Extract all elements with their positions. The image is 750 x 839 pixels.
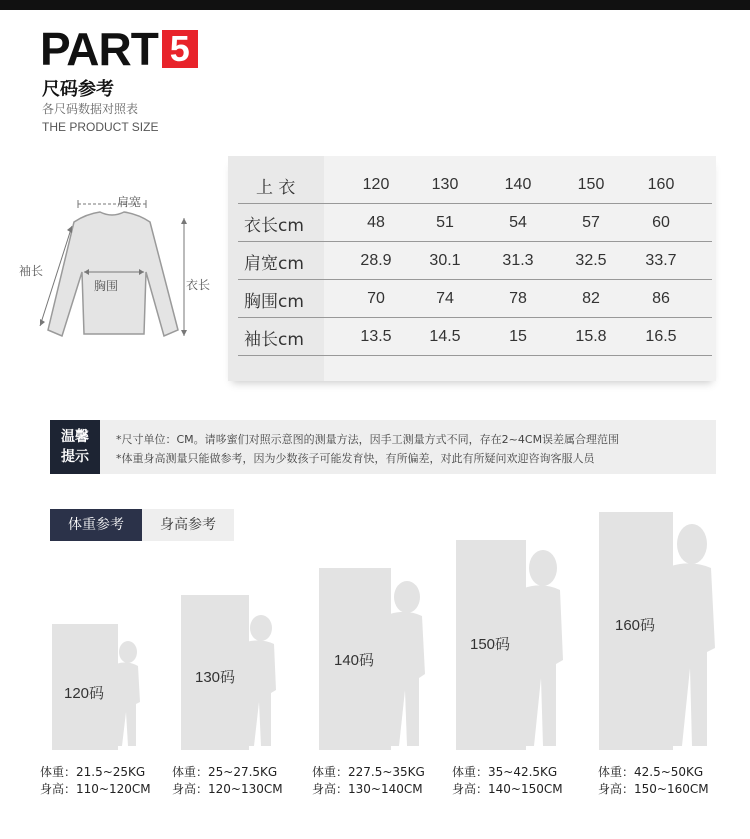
height-range: 身高：120~130CM	[172, 782, 283, 796]
height-range: 身高：150~160CM	[598, 782, 709, 796]
child-silhouette-icon	[516, 548, 566, 750]
tips-badge: 温馨 提示	[50, 420, 100, 474]
table-cell: 48	[367, 214, 385, 231]
table-cell: 14.5	[429, 328, 461, 345]
table-cell: 33.7	[645, 252, 677, 269]
child-silhouette-icon	[110, 640, 142, 750]
top-bar	[0, 0, 750, 10]
table-cell: 15	[509, 328, 527, 345]
tab-height-reference[interactable]: 身高参考	[142, 509, 234, 541]
child-silhouette-icon	[240, 614, 278, 750]
section-title: 尺码参考	[42, 79, 114, 100]
tips-box	[50, 420, 716, 474]
section-subtitle: 各尺码数据对照表	[42, 102, 139, 116]
size-label: 160码	[615, 617, 656, 634]
table-header-row	[228, 166, 716, 204]
length-label: 衣长	[186, 278, 211, 292]
table-cell: 82	[582, 290, 600, 307]
size-header: 160	[647, 176, 675, 193]
part-title	[40, 23, 198, 75]
shirt-icon	[14, 188, 226, 348]
height-range: 身高：110~120CM	[40, 782, 151, 796]
weight-range: 体重：42.5~50KG	[598, 765, 704, 779]
table-cell: 86	[652, 290, 670, 307]
table-row	[228, 280, 716, 318]
table-row	[228, 242, 716, 280]
garment-diagram	[14, 188, 226, 348]
shoulder-label: 肩宽	[117, 195, 142, 209]
size-header: 130	[431, 176, 459, 193]
table-cell: 13.5	[360, 328, 392, 345]
size-label: 120码	[64, 685, 105, 702]
height-range: 身高：140~150CM	[452, 782, 563, 796]
table-cell: 28.9	[360, 252, 392, 269]
table-cell: 74	[436, 290, 454, 307]
table-cell: 60	[652, 214, 670, 231]
row-label: 肩宽cm	[244, 253, 304, 274]
weight-range: 体重：25~27.5KG	[172, 765, 278, 779]
part-text: PART	[40, 23, 158, 75]
table-cell: 31.3	[502, 252, 534, 269]
row-label: 袖长cm	[244, 329, 304, 350]
table-cell: 16.5	[645, 328, 677, 345]
size-label: 130码	[195, 669, 236, 686]
row-label: 衣长cm	[244, 215, 304, 236]
size-label: 140码	[334, 652, 375, 669]
size-header: 120	[362, 176, 390, 193]
table-cell: 32.5	[575, 252, 607, 269]
child-silhouette-icon	[662, 522, 718, 750]
tip-text: *体重身高测量只能做参考，因为少数孩子可能发育快，有所偏差，对此有所疑问欢迎咨询客服人员	[116, 452, 595, 465]
size-header: 150	[577, 176, 605, 193]
table-header-label: 上 衣	[256, 177, 296, 198]
size-table	[228, 156, 716, 381]
table-cell: 15.8	[575, 328, 607, 345]
chest-label: 胸围	[94, 279, 119, 293]
table-cell: 57	[582, 214, 600, 231]
weight-range: 体重：21.5~25KG	[40, 765, 146, 779]
weight-range: 体重：35~42.5KG	[452, 765, 558, 779]
tip-text: *尺寸单位：CM。请哆蜜们对照示意图的测量方法，因手工测量方式不同，存在2~4CM误差属合理范围	[116, 433, 620, 446]
sleeve-label: 袖长	[19, 264, 44, 278]
table-cell: 54	[509, 214, 527, 231]
table-row	[228, 204, 716, 242]
table-cell: 51	[436, 214, 454, 231]
part-number: 5	[162, 30, 198, 68]
tab-weight-reference[interactable]: 体重参考	[50, 509, 142, 541]
table-cell: 70	[367, 290, 385, 307]
height-range: 身高：130~140CM	[312, 782, 423, 796]
size-header: 140	[504, 176, 532, 193]
weight-range: 体重：227.5~35KG	[312, 765, 425, 779]
table-row	[228, 318, 716, 356]
size-label: 150码	[470, 636, 511, 653]
table-cell: 78	[509, 290, 527, 307]
child-silhouette-icon	[383, 580, 427, 750]
table-cell: 30.1	[429, 252, 461, 269]
row-label: 胸围cm	[244, 291, 304, 312]
section-subtitle-en: THE PRODUCT SIZE	[42, 120, 159, 134]
